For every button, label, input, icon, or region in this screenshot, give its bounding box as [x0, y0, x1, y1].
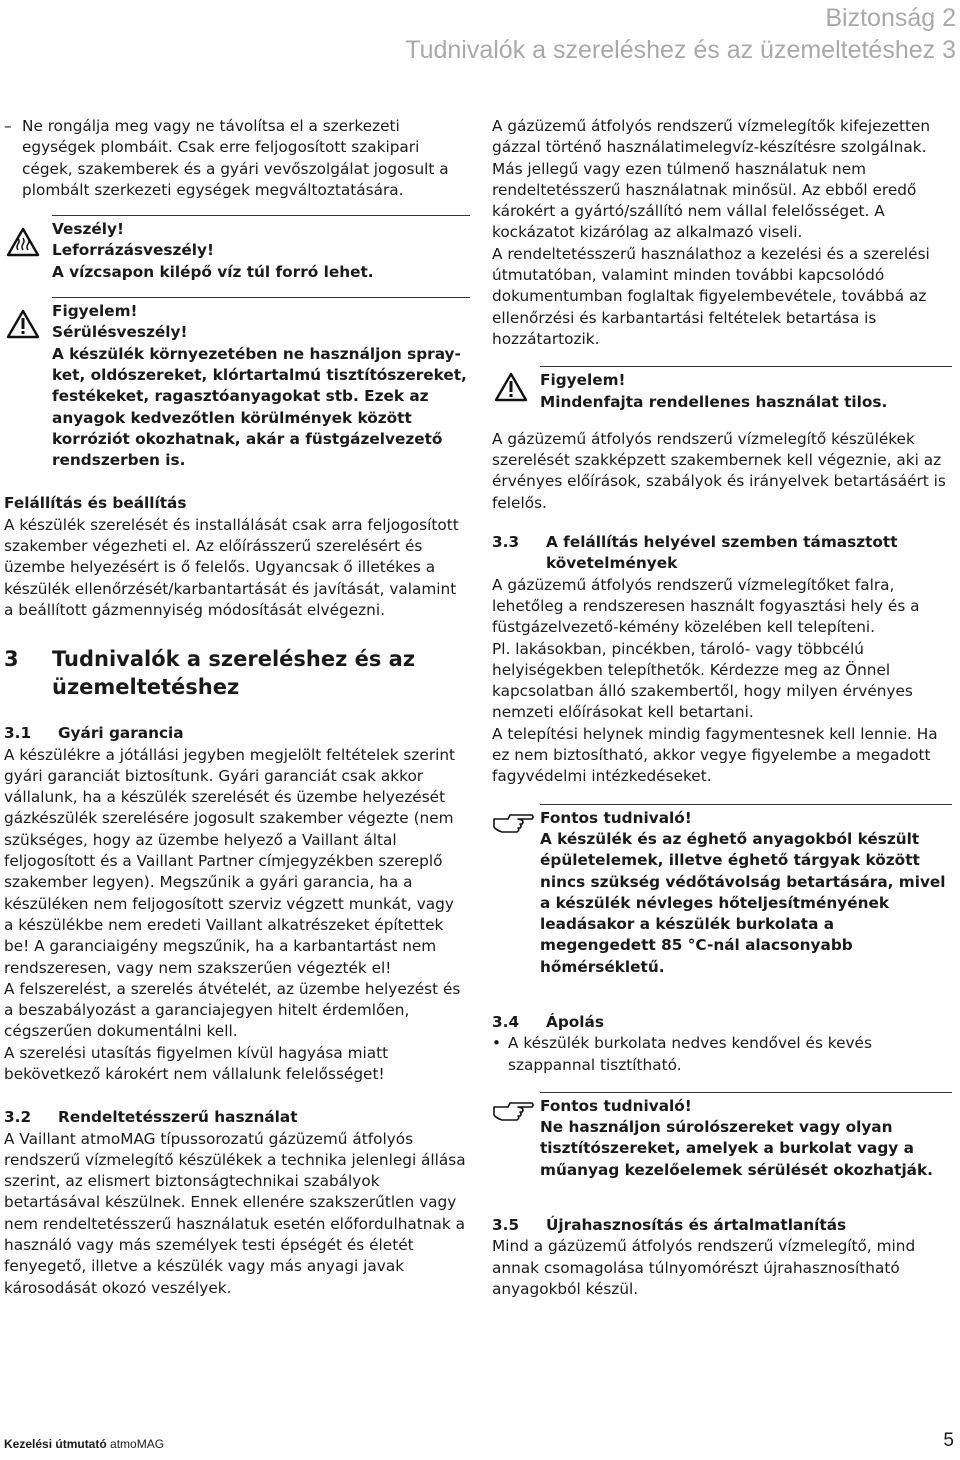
section-number: 3.5 — [492, 1216, 520, 1235]
caution-icon — [6, 309, 40, 343]
caution-text: A készülék környezetében ne használjon spray-ket, oldószereket, klórtartalmú tisztítószereket, festékeket, ragasztóanyagokat stb. Ezek az anyagok kedvezőtlen körülmények között korróziót okozhatnak, akár a füstgázelvezető rendszerben is. — [52, 344, 467, 470]
danger-text: A vízcsapon kilépő víz túl forró lehet. — [52, 262, 374, 281]
footer-product: atmoMAG — [110, 1437, 165, 1451]
section-3-2-heading — [4, 1107, 468, 1128]
divider — [52, 215, 470, 216]
caution-subtitle: Sérülésveszély! — [52, 323, 188, 342]
paragraph: Mind a gázüzemű átfolyós rendszerű vízmelegítő, mind annak csomagolása túlnyomórészt újrahasznosítható anyagokból készül. — [492, 1237, 916, 1298]
note-title: Fontos tudnivaló! — [540, 1096, 692, 1115]
section-title: Újrahasznosítás és ártalmatlanítás — [546, 1216, 847, 1235]
caution-text: Mindenfajta rendellenes használat tilos. — [540, 392, 888, 411]
caution-icon — [494, 372, 528, 406]
paragraph: A felszerelést, a szerelés átvételét, az üzembe helyezést és a beszabályozást a garanciajegyen hitelt érdemlően, cégszerűen dokumentálni kell. — [4, 979, 461, 1041]
danger-title: Veszély! — [52, 220, 124, 239]
paragraph: A rendeltetésszerű használathoz a kezelési és a szerelési útmutatóban, valamint minden további kapcsolódó dokumentumban foglaltak figyelembevétele, továbbá az ellenőrzési és karbantartási feltételek betartása is hozzátartozik. — [492, 244, 930, 348]
pointing-hand-icon — [492, 1098, 534, 1126]
chapter-number: 3 — [4, 647, 19, 672]
chapter-title: Tudnivalók a szereléshez és az üzemeltetéshez — [52, 647, 416, 700]
danger-subtitle: Leforrázásveszély! — [52, 241, 214, 260]
bullet-text: A készülék burkolata nedves kendővel és kevés szappannal tisztítható. — [508, 1034, 872, 1074]
divider — [540, 804, 952, 805]
section-title: Gyári garancia — [58, 724, 184, 743]
chapter-3-heading — [4, 645, 468, 701]
paragraph: A telepítési helynek mindig fagymentesnek kell lennie. Ha ez nem biztosítható, akkor vegye figyelembe a megadott fagyvédelmi intézkedéseket. — [492, 724, 938, 786]
setup-text: A készülék szerelését és installálását csak arra feljogosított szakember végezheti el. Az előírásszerű szerelésért és üzembe helyezésért is ő felelős. Ugyancsak ő illetékes a készülék ellenőrzését/karbantartását és javítását, valamint a beállított gázmennyiség módosítását elvégezni. — [4, 515, 459, 619]
section-title: Rendeltetésszerű használat — [58, 1108, 298, 1127]
footer-title: Kezelési útmutató — [4, 1437, 107, 1451]
caution-title: Figyelem! — [540, 371, 626, 390]
important-note — [492, 1096, 952, 1181]
bullet-item — [492, 1033, 952, 1076]
section-3-5-heading — [492, 1215, 952, 1236]
caution-title: Figyelem! — [52, 302, 138, 321]
paragraph: A gázüzemű átfolyós rendszerű vízmelegítők kifejezetten gázzal történő használatimelegvíz-készítésre szolgálnak. Más jellegű vagy ezen túlmenő használatuk nem rendeltetésszerű használatnak minősül. Az ebből eredő károkért a gyártó/szállító nem vállal felelősséget. A kockázatot kizárólag az alkalmazó viseli. — [492, 117, 931, 242]
paragraph: Pl. lakásokban, pincékben, tároló- vagy többcélú helyiségekben telepíthetők. Kérdezze meg az Önnel kapcsolatban álló szakembertől, hogy milyen érvényes nemzeti előírásokat kell betartani. — [492, 639, 913, 722]
setup-heading: Felállítás és beállítás — [4, 494, 187, 513]
section-number: 3.3 — [492, 533, 520, 552]
section-title: A felállítás helyével szemben támasztott követelmények — [546, 533, 898, 573]
section-3-3-heading — [492, 532, 952, 575]
section-number: 3.4 — [492, 1012, 520, 1031]
caution-warning — [4, 301, 468, 471]
page-number: 5 — [943, 1430, 954, 1451]
paragraph: A szerelési utasítás figyelmen kívül hagyása miatt bekövetkező károkért nem vállalunk felelősséget! — [4, 1043, 389, 1083]
divider — [540, 1092, 952, 1093]
section-number: 3.1 — [4, 724, 32, 743]
divider — [52, 297, 470, 298]
right-column — [492, 116, 952, 1300]
divider — [540, 366, 952, 367]
running-header — [405, 2, 956, 66]
important-note — [492, 808, 952, 978]
dash-item-text: Ne rongálja meg vagy ne távolítsa el a szerkezeti egységek plombáit. Csak erre feljogosított szakipari cégek, szakemberek és a gyári vevőszolgálat jogosult a plombált szerkezeti egységek megváltoztatására. — [22, 117, 449, 199]
section-3-4-heading — [492, 1012, 952, 1033]
paragraph: A gázüzemű átfolyós rendszerű vízmelegítőket falra, lehetőleg a rendszeresen használt fogyasztási hely és a füstgázelvezető-kémény közelében kell telepíteni. — [492, 575, 920, 637]
dash-mark: – — [4, 117, 12, 135]
pointing-hand-icon — [492, 810, 534, 838]
scald-warning-icon — [6, 227, 40, 261]
left-column — [4, 116, 468, 1299]
dash-item — [4, 116, 468, 201]
note-title: Fontos tudnivaló! — [540, 808, 692, 827]
header-section-2: Biztonság 2 — [825, 4, 956, 32]
section-number: 3.2 — [4, 1108, 32, 1127]
note-text: Ne használjon súrolószereket vagy olyan tisztítószereket, amelyek a burkolat vagy a műanyag kezelőelemek sérülését okozhatják. — [540, 1118, 933, 1179]
danger-warning — [4, 219, 468, 283]
header-section-3: Tudnivalók a szereléshez és az üzemeltetéshez 3 — [405, 36, 956, 64]
section-3-1-heading — [4, 723, 468, 744]
caution-warning — [492, 370, 952, 413]
paragraph: A készülékre a jótállási jegyben megjelölt feltételek szerint gyári garanciát biztosítunk. Gyári garanciát csak akkor vállalunk, ha a készülék szerelését és üzembe helyezését gázkészülék szerelésére jogosult szakember végezte (nem szükséges, hogy az üzembe helyező a Vaillant által feljogosított és a Vaillant Partner címjegyzékben szereplő szakember legyen). Megszűnik a gyári garancia, ha a készüléken nem feljogosított szerviz végzett munkát, vagy a készülékbe nem eredeti Vaillant alkatrészeket építettek be! A garanciaigény megszűnik, ha a karbantartást nem rendszeresen, vagy nem szakszerűen végezték el! — [4, 745, 456, 977]
note-text: A készülék és az éghető anyagokból készült épületelemek, illetve éghető tárgyak között nincs szükség védőtávolság betartására, mivel a készülék névleges hőteljesítményének leadásakor a készülék burkolata a megengedett 85 °C-nál alacsonyabb hőmérsékletű. — [540, 829, 946, 976]
paragraph: A gázüzemű átfolyós rendszerű vízmelegítő készülékek szerelését szakképzett szakembernek kell végeznie, aki az érvényes előírások, szabályok és irányelvek betartásáért is felelős. — [492, 429, 946, 512]
paragraph: A Vaillant atmoMAG típussorozatú gázüzemű átfolyós rendszerű vízmelegítő készülékek a technika jelenlegi állása szerint, az elismert biztonságtechnikai szabályok betartásával készülnek. Ennek ellenére szakszerűtlen vagy nem rendeltetésszerű használatuk esetén előfordulhatnak a használó vagy más személyek testi épségét és életét fenyegető, illetve a készülék vagy más anyagi javak károsodását okozó veszélyek. — [4, 1129, 466, 1297]
footer — [4, 1436, 164, 1452]
section-title: Ápolás — [546, 1012, 604, 1031]
bullet-mark: • — [492, 1034, 502, 1053]
